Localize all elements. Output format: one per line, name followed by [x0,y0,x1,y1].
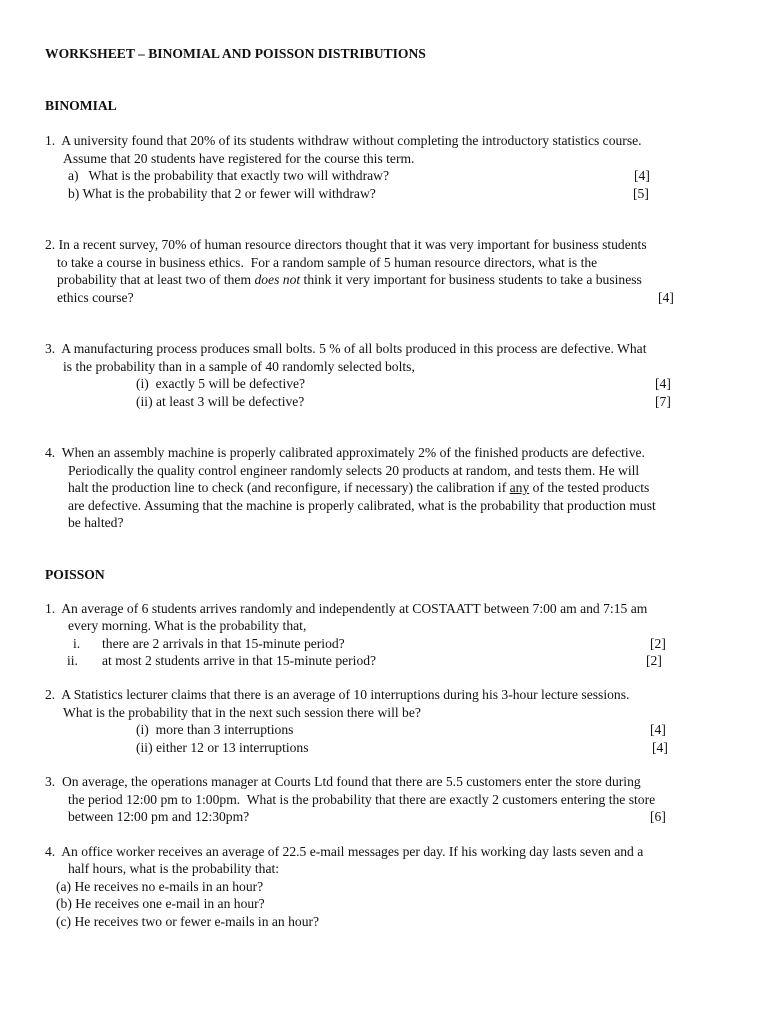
poisson-q2-part-ii: (ii) either 12 or 13 interruptions [136,740,309,755]
binomial-q2-line3-text: probability that at least two of them [57,272,255,287]
poisson-q4-line2: half hours, what is the probability that: [68,861,280,876]
binomial-heading: BINOMIAL [45,98,117,113]
binomial-q4-underlined: any [509,480,530,495]
binomial-q1-part-a-mark: [4] [634,168,650,183]
binomial-q3-part-ii-mark: [7] [655,394,671,409]
binomial-q4-line5: be halted? [68,515,124,530]
poisson-q1-part-i: there are 2 arrivals in that 15-minute period? [102,636,345,651]
binomial-q4-line3-rest: of the tested products [529,480,650,495]
poisson-q1-line1: 1. An average of 6 students arrives randomly and independently at COSTAATT between 7:00 am and 7:15 am [45,601,648,616]
binomial-q3-part-ii: (ii) at least 3 will be defective? [136,394,305,409]
binomial-q1-part-b-mark: [5] [633,186,649,201]
poisson-q2-line1: 2. A Statistics lecturer claims that there is an average of 10 interruptions during his 3-hour lecture sessions. [45,687,630,702]
poisson-heading: POISSON [45,567,105,582]
binomial-q2-line4: ethics course? [57,290,134,305]
binomial-q2-line3 [57,271,642,288]
poisson-q1-line2: every morning. What is the probability that, [68,618,307,633]
poisson-q1-part-ii-number: ii. [67,653,78,668]
binomial-q3-line2: is the probability than in a sample of 40 randomly selected bolts, [63,359,415,374]
poisson-q4-part-c: (c) He receives two or fewer e-mails in an hour? [56,914,320,929]
binomial-q4-line1: 4. When an assembly machine is properly calibrated approximately 2% of the finished products are defective. [45,445,645,460]
poisson-q1-part-i-number: i. [73,636,81,651]
binomial-q4-line4: are defective. Assuming that the machine is properly calibrated, what is the probability that production must [68,498,656,513]
poisson-q3-mark: [6] [650,809,666,824]
binomial-q4-line2: Periodically the quality control engineer randomly selects 20 products at random, and tests them. He will [68,463,640,478]
binomial-q1-part-a: a) What is the probability that exactly two will withdraw? [68,168,390,183]
poisson-q1-part-ii-mark: [2] [646,653,662,668]
binomial-q2-mark: [4] [658,290,674,305]
poisson-q4-line1: 4. An office worker receives an average of 22.5 e-mail messages per day. If his working day lasts seven and a [45,844,644,859]
binomial-q1-part-b: b) What is the probability that 2 or fewer will withdraw? [68,186,376,201]
binomial-q4-line3 [68,479,649,496]
binomial-q2-line1: 2. In a recent survey, 70% of human resource directors thought that it was very important for business students [45,237,647,252]
poisson-q3-line1: 3. On average, the operations manager at Courts Ltd found that there are 5.5 customers enter the store during [45,774,641,789]
poisson-q3-line2: the period 12:00 pm to 1:00pm. What is the probability that there are exactly 2 customers entering the store [68,792,656,807]
poisson-q2-part-i-mark: [4] [650,722,666,737]
binomial-q2-emphasis: does not [254,272,301,287]
binomial-q3-part-i: (i) exactly 5 will be defective? [136,376,306,391]
poisson-q3-line3: between 12:00 pm and 12:30pm? [68,809,250,824]
binomial-q1-line1: 1. A university found that 20% of its students withdraw without completing the introductory statistics course. [45,133,642,148]
binomial-q4-line3-text: halt the production line to check (and reconfigure, if necessary) the calibration if [68,480,510,495]
poisson-q1-part-i-mark: [2] [650,636,666,651]
poisson-q2-line2: What is the probability that in the next such session there will be? [63,705,421,720]
worksheet-title: WORKSHEET – BINOMIAL AND POISSON DISTRIBUTIONS [45,46,426,61]
poisson-q4-part-a: (a) He receives no e-mails in an hour? [56,879,264,894]
poisson-q1-part-ii: at most 2 students arrive in that 15-minute period? [102,653,377,668]
binomial-q3-part-i-mark: [4] [655,376,671,391]
poisson-q2-part-ii-mark: [4] [652,740,668,755]
poisson-q2-part-i: (i) more than 3 interruptions [136,722,294,737]
poisson-q4-part-b: (b) He receives one e-mail in an hour? [56,896,265,911]
binomial-q1-line2: Assume that 20 students have registered for the course this term. [63,151,415,166]
binomial-q2-line2: to take a course in business ethics. For a random sample of 5 human resource directors, what is the [57,255,598,270]
binomial-q3-line1: 3. A manufacturing process produces small bolts. 5 % of all bolts produced in this process are defective. What [45,341,647,356]
binomial-q2-line3-rest: think it very important for business students to take a business [300,272,642,287]
